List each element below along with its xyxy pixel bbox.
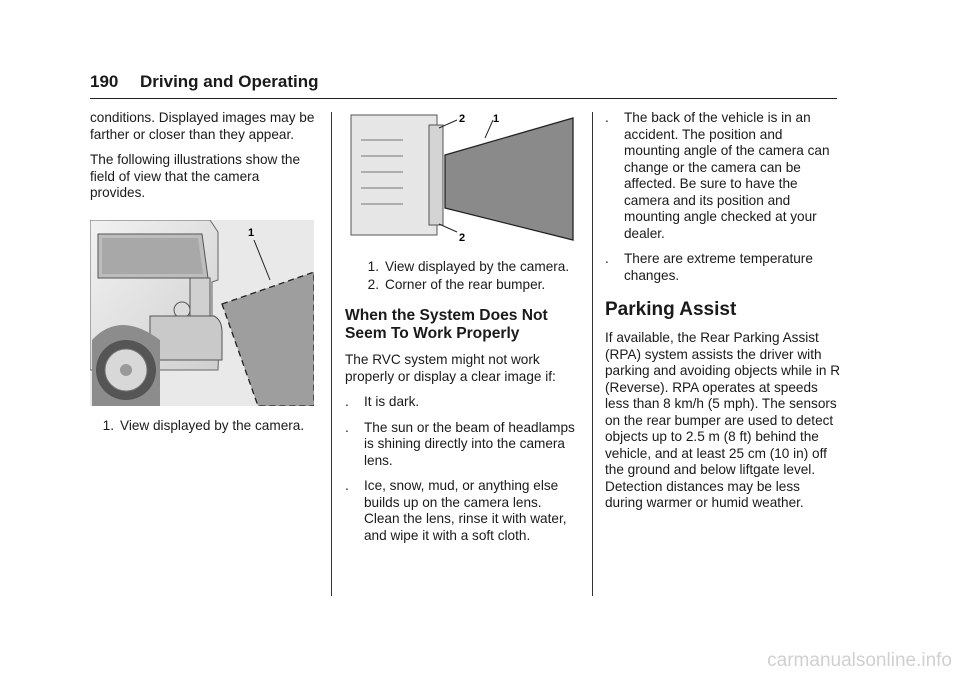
rear-camera-top-view-figure — [345, 110, 575, 245]
paragraph: If available, the Rear Parking Assist (RPA) system assists the driver with parking and avoiding objects while in R (Reverse). RPA operates at speeds less than 8 km/h (5 mph). The sensors on the rear bumper are used to detect objects up to 2.5 m (8 ft) behind the vehicle, and at least 25 cm (10 in) off the ground and below liftgate level. Detection distances may be less during warmer or humid weather. — [605, 330, 841, 510]
bullet-item: . The back of the vehicle is in an accident. The position and mounting angle of the camera can change or the camera can be affected. Be sure to have the camera and its position and mounting angle checked at your dealer. — [605, 110, 830, 241]
page-header — [90, 72, 837, 99]
bullet-item: . There are extreme temperature changes. — [605, 251, 813, 283]
caption-item: 2. Corner of the rear bumper. — [367, 276, 546, 292]
bullet-item: . The sun or the beam of headlamps is shining directly into the camera lens. — [345, 419, 575, 468]
figure-caption — [94, 418, 315, 435]
figure-callout-2: 2 — [459, 113, 466, 125]
figure-callout-1: 1 — [248, 226, 255, 239]
paragraph: conditions. Displayed images may be farther or closer than they appear. — [90, 110, 315, 142]
figure-callout-1: 1 — [493, 113, 500, 125]
column-divider — [331, 112, 332, 596]
column-right — [605, 110, 840, 521]
column-left — [90, 110, 315, 435]
rear-camera-side-view-figure — [90, 220, 314, 406]
figure-callout-2: 2 — [459, 232, 466, 244]
bullet-item: . It is dark. — [345, 394, 420, 409]
column-divider — [592, 112, 593, 596]
section-heading: Parking Assist — [605, 299, 737, 320]
paragraph: The RVC system might not work properly or display a clear image if: — [345, 352, 556, 384]
caption-item: 1. View displayed by the camera. — [102, 417, 305, 433]
paragraph: The following illustrations show the field of view that the camera provides. — [90, 152, 301, 200]
page-number: 190 — [90, 72, 119, 91]
column-middle — [345, 110, 580, 553]
figure-caption — [359, 259, 580, 293]
watermark: carmanualsonline.info — [767, 650, 952, 671]
page-title: Driving and Operating — [140, 72, 319, 91]
bullet-item: . Ice, snow, mud, or anything else builds up on the camera lens. Clean the lens, rinse it with water, and wipe it with a soft cloth. — [345, 478, 567, 543]
caption-item: 1. View displayed by the camera. — [367, 259, 570, 274]
section-subheading: When the System Does Not Seem To Work Properly — [345, 307, 548, 342]
